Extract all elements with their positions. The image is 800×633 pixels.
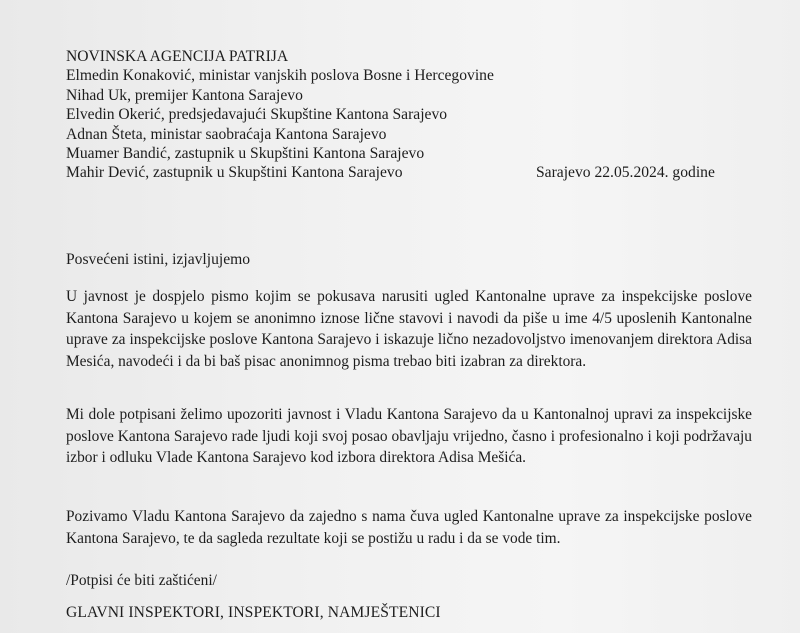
addressee-line: Nihad Uk, premijer Kantona Sarajevo [66,86,303,104]
body-paragraph: Mi dole potpisani želimo upozoriti javnost i Vladu Kantona Sarajevo da u Kantonalnoj upravi za inspekcijske poslove Kantona Sarajevo rade ljudi koji svoj posao obavljaju vrijedno, časno i profesionalno i koji podržavaju izbor i odluku Vlade Kantona Sarajevo kod izbora direktora Adisa Mešića. [66,406,752,467]
addressee-line: Elmedin Konaković, ministar vanjskih poslova Bosne i Hercegovine [66,67,494,85]
body-paragraph: Pozivamo Vladu Kantona Sarajevo da zajedno s nama čuva ugled Kantonalne uprave za inspekcijske poslove Kantona Sarajevo, te da sagleda rezultate koji se postižu u radu i da se vode tim. [66,508,752,547]
signature-note: /Potpisi će biti zaštićeni/ [66,572,217,589]
addressee-line: Mahir Dević, zastupnik u Skupštini Kantona Sarajevo [66,164,403,182]
signatories-footer: GLAVNI INSPEKTORI, INSPEKTORI, NAMJEŠTENICI [66,604,441,621]
date-line: Sarajevo 22.05.2024. godine [536,164,715,181]
addressee-line: NOVINSKA AGENCIJA PATRIJA [66,48,289,65]
body-paragraph: U javnost je dospjelo pismo kojim se pokusava narusiti ugled Kantonalne uprave za inspekcijske poslove Kantona Sarajevo u kojem se anonimno iznose lične stavovi i navodi da piše u ime 4/5 uposlenih Kantonalne uprave za inspekcijske poslove Kantona Sarajevo i iskazuje lično nezadovoljstvo imenovanjem direktora Adisa Mesića, navodeći i da bi baš pisac anonimnog pisma trebao biti izabran za direktora. [66,288,752,370]
addressee-line: Adnan Šteta, ministar saobraćaja Kantona Sarajevo [66,125,387,143]
addressee-line: Muamer Bandić, zastupnik u Skupštini Kantona Sarajevo [66,145,425,163]
addressee-line: Elvedin Okerić, predsjedavajući Skupštine Kantona Sarajevo [66,106,448,124]
addressee-list [66,47,494,183]
salutation: Posvećeni istini, izjavljujemo [66,251,251,268]
